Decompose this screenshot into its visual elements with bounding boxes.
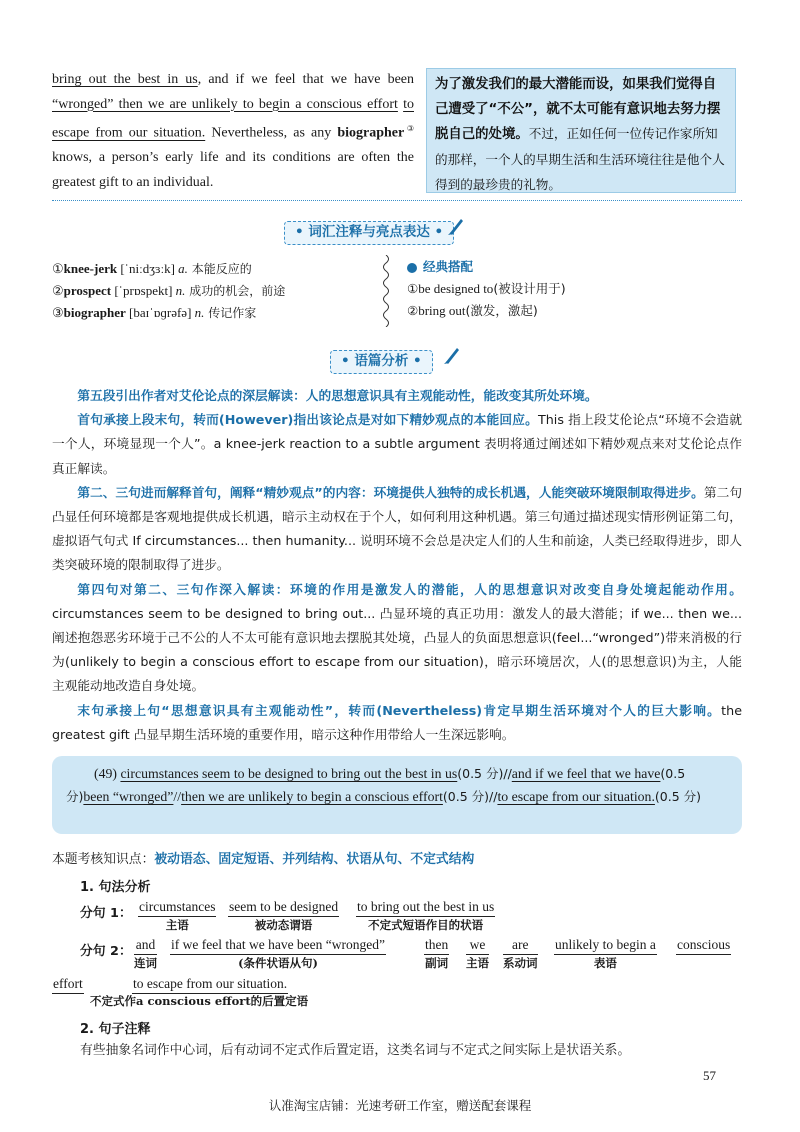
answer-part: been “wronged”: [83, 789, 174, 804]
syntax-segment: conscious: [676, 936, 731, 955]
answer-part: then we are unlikely to begin a conscious effort: [181, 789, 443, 804]
passage-segment: , and if we feel that we have been: [197, 72, 414, 87]
clause1-label: 分句 1：: [80, 906, 132, 921]
vocab-item: ②prospect [ˈprɒspekt] n. 成功的机会，前途: [52, 283, 286, 298]
bullet-icon: [407, 263, 417, 273]
knowledge-points: 本题考核知识点：被动语态、固定短语、并列结构、状语从句、不定式结构: [52, 852, 475, 867]
passage-text: [52, 68, 414, 195]
passage-underline-3: to escape from our situation.: [52, 96, 414, 141]
analysis-text: [52, 384, 742, 747]
biographer-word: biographer: [337, 125, 405, 141]
analysis-body: the greatest gift 凸显早期生活环境的重要作用，暗示这种作用带给人一生深远影响。: [52, 702, 742, 742]
clause2-label: 分句 2：: [80, 944, 132, 959]
syntax-segment: circumstances 主语: [139, 899, 216, 932]
note-text: 有些抽象名词作中心词，后有动词不定式作后置定语，这类名词与不定式之间实际上是状语关系。: [80, 1043, 631, 1058]
passage-segment: knows, a person’s early life and its conditions are often the greatest gift to an individual.: [52, 150, 414, 190]
vocab-section-header: • 词汇注释与亮点表达 •: [284, 221, 454, 245]
page-number: 57: [703, 1068, 716, 1083]
pen-icon: [447, 216, 465, 236]
analysis-highlight: 第四句对第二、三句作深入解读：环境的作用是激发人的潜能，人的思想意识对改变自身处境起能动作用。: [77, 581, 742, 597]
footer-text: 认准淘宝店铺：光速考研工作室，赠送配套课程: [268, 1098, 532, 1113]
analysis-highlight: 第二、三句进而解释首句，阐释“精妙观点”的内容：环境提供人独特的成长机遇，人能突破环境限制取得进步。: [77, 484, 704, 500]
answer-box: (49) circumstances seem to be designed to bring out the best in us(0.5 分)//and if we feel that we have(0.5 分)been “wronged”//then we are unlikely to begin a conscious effort(0.5 分)//to escape from our situation.(0.5 分): [52, 756, 742, 834]
footnote-marker: ③: [404, 124, 414, 133]
syntax-segment: if we feel that we have been “wronged” (条件状语从句): [171, 937, 386, 970]
analysis-topic: 第五段引出作者对艾伦论点的深层解读：人的思想意识具有主观能动性，能改变其所处环境。: [77, 388, 598, 403]
analysis-body: circumstances seem to be designed to bring out... 凸显环境的真正功用：激发人的最大潜能；if we... then we... 阐述抱怨恶劣环境于己不公的人不太可能有意识地去摆脱其处境，凸显人的负面思想意识(feel...“wronged”)带来消极的行为(unlikely to begin a conscious effort to escape from our situation)，暗示环境居次，人(的思想意识)为主，人能主观能动地改造自身处境。: [52, 605, 742, 694]
collocation-item: ①be designed to(被设计用于): [407, 281, 566, 296]
vocab-item: ①knee-jerk [ˈniːdʒɜːk] a. 本能反应的: [52, 261, 252, 276]
answer-part: circumstances seem to be designed to bring out the best in us: [120, 766, 458, 781]
translation-regular: 不过，正如任何一位传记作家所知的那样，一个人的早期生活和生活环境往往是他个人得到的最珍贵的礼物。: [435, 126, 725, 192]
syntax-segment: then 副词: [425, 937, 449, 970]
syntax-segment: we 主语: [466, 937, 489, 970]
answer-part: and if we feel that we have: [511, 766, 661, 781]
passage-underline-2: “wronged” then we are unlikely to begin a conscious effort: [52, 96, 398, 112]
syntax-segment: to escape from our situation.: [132, 975, 288, 994]
vocab-list: [52, 258, 285, 324]
divider: [52, 200, 742, 201]
syntax-segment: unlikely to begin a 表语: [555, 937, 656, 970]
analysis-highlight: 末句承接上句“思想意识具有主观能动性”，转而(Nevertheless)肯定早期生活环境对个人的巨大影响。: [77, 702, 722, 718]
analysis-body: This 指上段艾伦论点“环境不会造就一个人，环境显现一个人”。a knee-jerk reaction to a subtle argument 表明将通过阐述如下精妙观点来对艾伦论点作真正解读。: [52, 412, 742, 476]
note-heading: 2. 句子注释: [80, 1022, 151, 1037]
translation-box: [426, 68, 736, 193]
analysis-body: 第二句凸显任何环境都是客观地提供成长机遇，暗示主动权在于个人，如何利用这种机遇。第三句通过描述现实情形例证第二句，虚拟语气句式 If circumstances... then humanity... 说明环境不会总是决定人们的人生和前途，人类已经取得进步，即人类突破环境的限制取得了进步。: [52, 484, 743, 573]
wavy-divider: [380, 255, 392, 327]
syntax-segment: seem to be designed 被动态谓语: [229, 899, 339, 932]
syntax-role: 不定式作a conscious effort的后置定语: [90, 994, 309, 1008]
analysis-section-header: • 语篇分析 •: [330, 350, 433, 374]
collocation-list: [407, 256, 566, 322]
syntax-segment: effort: [52, 975, 84, 994]
answer-part: to escape from our situation.: [497, 789, 655, 804]
collocation-item: ②bring out(激发，激起): [407, 303, 538, 318]
translation-bold: 为了激发我们的最大潜能而设，如果我们觉得自己遭受了“不公”，就不太可能有意识地去努力摆脱自己的处境。: [435, 77, 721, 142]
syntax-segment: to bring out the best in us 不定式短语作目的状语: [357, 899, 495, 932]
passage-segment: Nevertheless, as any: [205, 125, 338, 141]
collocation-title: 经典搭配: [423, 259, 474, 274]
syntax-heading: 1. 句法分析: [80, 880, 151, 895]
analysis-highlight: 首句承接上段末句，转而(However)指出该论点是对如下精妙观点的本能回应。: [77, 412, 538, 428]
passage-underline-1: bring out the best in us: [52, 72, 198, 87]
syntax-segment: and 连词: [134, 937, 157, 970]
vocab-item: ③biographer [baɪˈɒɡrəfə] n. 传记作家: [52, 305, 257, 320]
syntax-segment: are 系动词: [503, 937, 538, 970]
pen-icon: [443, 345, 461, 365]
